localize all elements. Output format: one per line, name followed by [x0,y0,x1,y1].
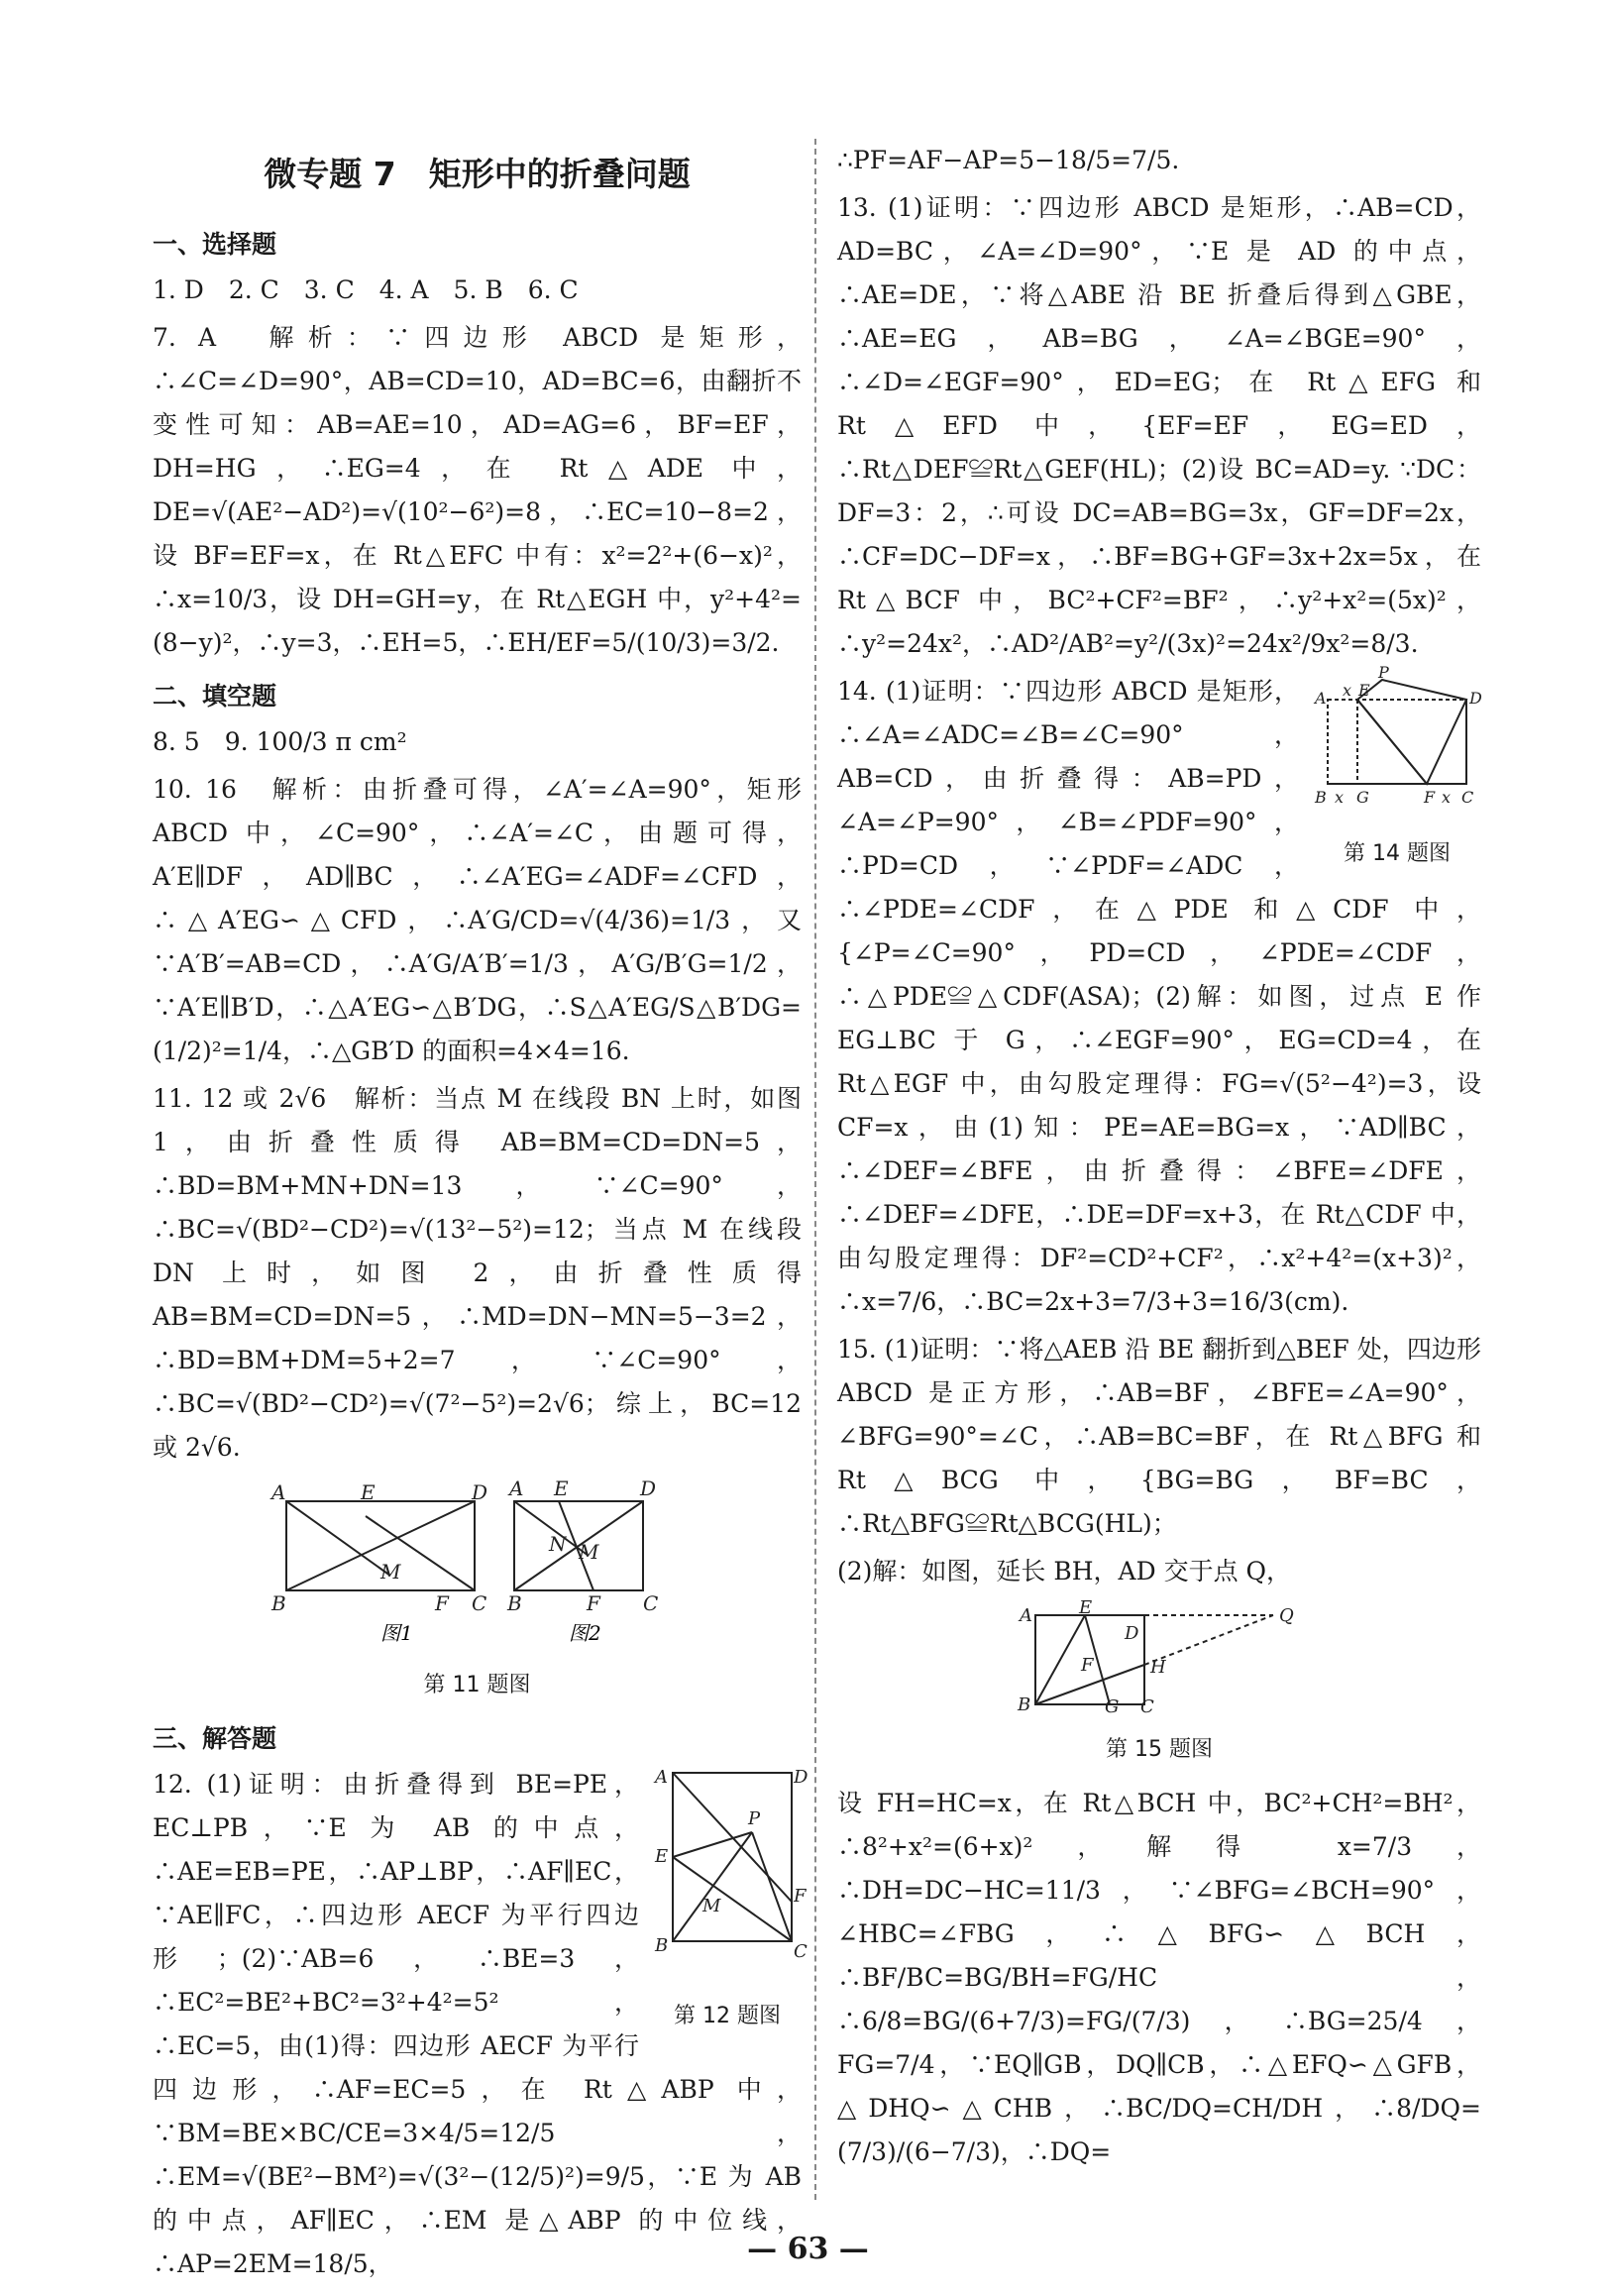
answers-1-6: 1. D 2. C 3. C 4. A 5. B 6. C [153,275,579,304]
svg-text:F: F [1424,788,1436,807]
section-heading-solve: 三、解答题 [153,1724,277,1753]
figure-11-diagram [153,1476,802,1650]
svg-text:D: D [794,1767,808,1788]
svg-text:x: x [1343,681,1352,700]
answer-15-part-2: (2)解：如图，延长 BH，AD 交于点 Q， [837,1557,1292,1585]
answer-14: 14. (1)证明：∵四边形 ABCD 是矩形，∴∠A=∠ADC=∠B=∠C=90°，AB=CD，由折叠得：AB=PD，∠A=∠P=90°，∠B=∠PDF=90°，∴PD=CD，∵∠PDF=∠ADC，∴∠PDE=∠CDF，在△PDE 和△CDF 中，{∠P=∠C=90°，PD=CD，∠PDE=∠CDF，∴△PDE≌△CDF(ASA)；(2)解：如图，过点 E 作 EG⊥BC 于 G，∴∠EGF=90°，EG=CD=4，在 Rt△EGF 中，由勾股定理得：FG=√(5²−4²)=3，设 CF=x，由(1)知：PE=AE=BG=x，∵AD∥BC，∴∠DEF=∠BFE，由折叠得：∠BFE=∠DFE，∴∠DEF=∠DFE，∴DE=DF=x+3，在 Rt△CDF 中，由勾股定理得：DF²=CD²+CF²，∴x²+4²=(x+3)²，∴x=7/6，∴BC=2x+3=7/3+3=16/3(cm). [837,677,1481,1316]
svg-text:E: E [1358,681,1370,700]
right-column [837,139,1481,2178]
svg-text:B: B [271,1591,286,1615]
svg-text:C: C [472,1591,487,1615]
svg-text:C: C [794,1941,808,1962]
svg-text:E: E [1079,1597,1093,1618]
svg-text:A: A [1020,1605,1032,1626]
answer-12: 12. (1)证明：由折叠得到 BE=PE，EC⊥PB，∵E 为 AB 的中点，∴AE=EB=PE，∴AP⊥BP，∴AF∥EC，∵AE∥FC，∴四边形 AECF 为平行四边形；(2)∵AB=6，∴BE=3，∴EC²=BE²+BC²=3²+4²=5²，∴EC=5，由(1)得：四边形 AECF 为平行四边形，∴AF=EC=5，在 Rt△ABP 中，∵BM=BE×BC/CE=3×4/5=12/5，∴EM=√(BE²−BM²)=√(3²−(12/5)²)=9/5，∵E 为 AB 的中点，AF∥EC，∴EM 是△ABP 的中位线，∴AP=2EM=18/5， [153,1770,802,2278]
svg-text:B: B [507,1591,522,1615]
svg-text:A: A [655,1767,668,1788]
svg-text:G: G [1356,788,1369,807]
answer-12-continued: ∴PF=AF−AP=5−18/5=7/5. [837,146,1180,174]
column-divider [814,139,816,2200]
svg-text:A: A [271,1480,286,1504]
svg-text:H: H [1150,1657,1166,1678]
svg-text:C: C [1461,788,1474,807]
answers-8-9: 8. 5 9. 100/3 π cm² [153,727,407,756]
answer-13: 13. (1)证明：∵四边形 ABCD 是矩形，∴AB=CD，AD=BC，∠A=∠D=90°，∵E 是 AD 的中点，∴AE=DE，∵将△ABE 沿 BE 折叠后得到△GBE，∴AE=EG，AB=BG，∠A=∠BGE=90°，∴∠D=∠EGF=90°，ED=EG；在 Rt△EFG 和 Rt△EFD 中，{EF=EF，EG=ED，∴Rt△DEF≌Rt△GEF(HL)；(2)设 BC=AD=y. ∵DC：DF=3：2，∴可设 DC=AB=BG=3x，GF=DF=2x，∴CF=DC−DF=x，∴BF=BG+GF=3x+2x=5x，在 Rt△BCF 中，BC²+CF²=BF²，∴y²+x²=(5x)²，∴y²=24x²，∴AD²/AB²=y²/(3x)²=24x²/9x²=8/3. [837,193,1481,658]
figure-14-caption: 第 14 题图 [1344,841,1451,866]
page-number: — 63 — [747,2232,869,2266]
section-heading-choice: 一、选择题 [153,230,277,259]
svg-text:D: D [640,1476,657,1500]
svg-text:M: M [579,1540,599,1564]
svg-text:C: C [1140,1696,1154,1717]
svg-text:A: A [1315,689,1327,708]
figure-11-label-2: 图2 [569,1621,601,1645]
svg-text:x: x [1442,788,1452,807]
svg-text:E: E [655,1846,669,1867]
svg-text:D: D [472,1480,488,1504]
svg-text:P: P [1378,663,1389,682]
svg-text:D: D [1125,1623,1139,1644]
figure-14-diagram [1313,663,1482,819]
answer-10: 10. 16 解析：由折叠可得，∠A′=∠A=90°，矩形 ABCD 中，∠C=90°，∴∠A′=∠C，由题可得，A′E∥DF，AD∥BC，∴∠A′EG=∠ADF=∠CFD，∴△A′EG∽△CFD，∴A′G/CD=√(4/36)=1/3，又∵A′B′=AB=CD，∴A′G/A′B′=1/3，A′G/B′G=1/2，∵A′E∥B′D，∴△A′EG∽△B′DG，∴S△A′EG/S△B′DG=(1/2)²=1/4，∴△GB′D 的面积=4×4=16. [153,775,802,1065]
svg-text:F: F [794,1886,807,1907]
svg-text:D: D [1469,689,1482,708]
figure-12 [653,1763,808,2038]
svg-text:F: F [587,1591,600,1615]
answer-11: 11. 12 或 2√6 解析：当点 M 在线段 BN 上时，如图 1，由折叠性质得 AB=BM=CD=DN=5，∴BD=BM+MN+DN=13，∵∠C=90°，∴BC=√(BD²−CD²)=√(13²−5²)=12；当点 M 在线段 DN 上时，如图 2，由折叠性质得 AB=BM=CD=DN=5，∴MD=DN−MN=5−3=2，∴BD=BM+DM=5+2=7，∵∠C=90°，∴BC=√(BD²−CD²)=√(7²−5²)=2√6；综上，BC=12 或 2√6. [153,1084,802,1462]
svg-text:N: N [549,1532,567,1556]
page-title: 微专题 7 矩形中的折叠问题 [264,155,691,193]
svg-text:B: B [1315,788,1327,807]
svg-text:M: M [702,1896,721,1916]
svg-text:F: F [1081,1655,1094,1676]
svg-text:E: E [361,1480,376,1504]
figure-11-label-1: 图1 [380,1621,413,1645]
svg-text:C: C [643,1591,659,1615]
answer-15-part-3: 设 FH=HC=x，在 Rt△BCH 中，BC²+CH²=BH²，∴8²+x²=(6+x)²，解得 x=7/3，∴DH=DC−HC=11/3，∵∠BFG=∠BCH=90°，∠HBC=∠FBG，∴△BFG∽△BCH，∴BF/BC=BG/BH=FG/HC，∴6/8=BG/(6+7/3)=FG/(7/3)，∴BG=25/4，FG=7/4，∵EQ∥GB，DQ∥CB，∴△EFQ∽△GFB，△DHQ∽△CHB，∴BC/DQ=CH/DH，∴8/DQ=(7/3)/(6−7/3)，∴DQ= [837,1789,1481,2166]
svg-text:M: M [380,1560,401,1584]
figure-14 [1313,663,1482,876]
figure-15-diagram [837,1597,1481,1717]
figure-15-caption: 第 15 题图 [1106,1737,1213,1762]
svg-text:G: G [1105,1696,1120,1717]
svg-text:P: P [748,1808,761,1829]
svg-text:F: F [435,1591,449,1615]
figure-12-diagram [653,1763,808,1981]
figure-15 [837,1597,1481,1772]
svg-text:E: E [554,1476,569,1500]
figure-11 [153,1476,802,1707]
answer-7: 7. A 解析：∵四边形 ABCD 是矩形，∴∠C=∠D=90°，AB=CD=10，AD=BC=6，由翻折不变性可知：AB=AE=10，AD=AG=6，BF=EF，DH=HG，∴EG=4，在 Rt△ADE 中，DE=√(AE²−AD²)=√(10²−6²)=8，∴EC=10−8=2，设 BF=EF=x，在 Rt△EFC 中有：x²=2²+(6−x)²，∴x=10/3，设 DH=GH=y，在 Rt△EGH 中，y²+4²=(8−y)²，∴y=3，∴EH=5，∴EH/EF=5/(10/3)=3/2. [153,323,802,657]
svg-text:Q: Q [1279,1605,1294,1626]
svg-text:A: A [509,1476,524,1500]
section-heading-fill: 二、填空题 [153,682,277,711]
svg-text:B: B [655,1935,669,1956]
answer-15: 15. (1)证明：∵将△AEB 沿 BE 翻折到△BEF 处，四边形 ABCD 是正方形，∴AB=BF，∠BFE=∠A=90°，∠BFG=90°=∠C，∴AB=BC=BF，在 Rt△BFG 和 Rt△BCG 中，{BG=BG，BF=BC，∴Rt△BFG≌Rt△BCG(HL)； [837,1335,1481,1538]
figure-12-caption: 第 12 题图 [674,2004,781,2028]
svg-text:B: B [1018,1695,1031,1715]
svg-text:x: x [1335,788,1345,807]
figure-11-caption: 第 11 题图 [423,1673,531,1697]
